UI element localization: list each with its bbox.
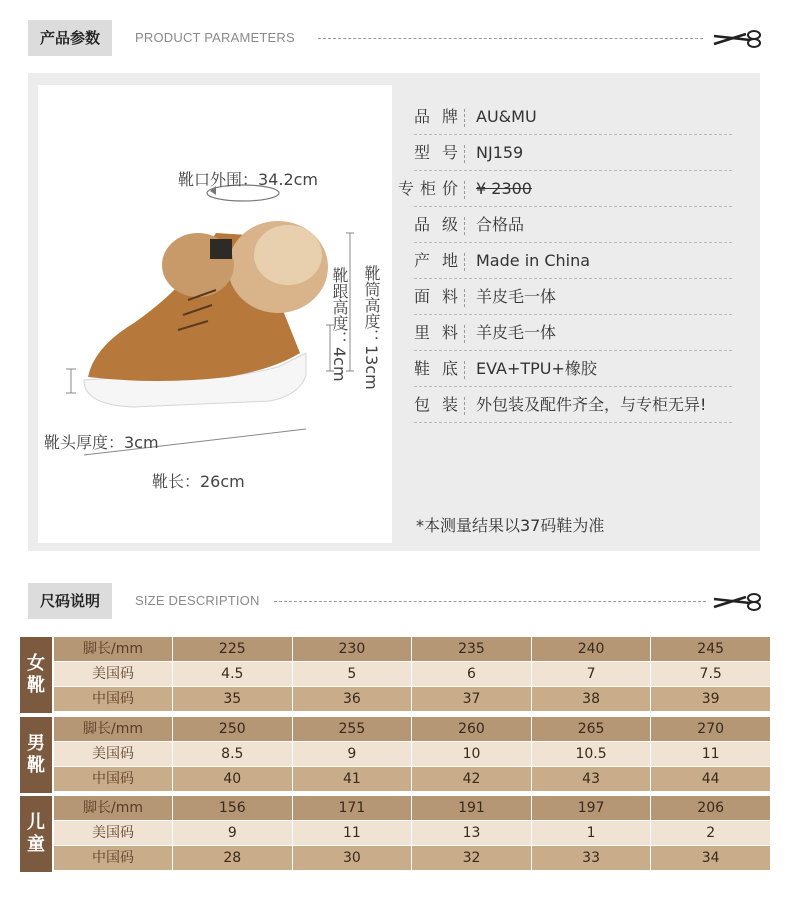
param-row-lining bbox=[414, 315, 732, 351]
param-value: Made in China bbox=[476, 251, 591, 270]
table-row: 美国码 8.5 9 10 10.5 11 bbox=[54, 742, 770, 767]
table-row: 脚长/mm 250 255 260 265 270 bbox=[54, 717, 770, 742]
param-value: EVA+TPU+橡胶 bbox=[476, 359, 597, 378]
table-row: 脚长/mm 225 230 235 240 245 bbox=[54, 637, 770, 662]
param-key: 包装 bbox=[414, 395, 458, 414]
param-value: AU&MU bbox=[476, 107, 537, 126]
collar-circumference-label: 靴口外围：34.2cm bbox=[178, 170, 319, 189]
param-value: 外包装及配件齐全，与专柜无异! bbox=[476, 395, 707, 414]
param-key: 专柜价 bbox=[398, 179, 458, 198]
param-key: 鞋底 bbox=[414, 359, 458, 378]
size-title-tab: 尺码说明 bbox=[28, 583, 112, 619]
param-key: 品牌 bbox=[414, 107, 458, 126]
param-value: 合格品 bbox=[476, 215, 525, 234]
param-value-strikethrough: ¥ 2300 bbox=[476, 179, 532, 198]
category-label: 女 靴 bbox=[20, 637, 52, 713]
category-label: 男 靴 bbox=[20, 717, 52, 793]
heel-height-label: 靴跟高度：4cm bbox=[330, 267, 349, 382]
params-list bbox=[398, 99, 732, 423]
scissors-icon bbox=[712, 26, 762, 50]
category-label: 儿 童 bbox=[20, 796, 52, 872]
shoe-length-label: 靴长：26cm bbox=[152, 472, 245, 491]
param-row-fabric bbox=[414, 279, 732, 315]
param-key: 里料 bbox=[414, 323, 458, 342]
param-value: NJ159 bbox=[476, 143, 524, 162]
table-row: 中国码 35 36 37 38 39 bbox=[54, 687, 770, 712]
table-row: 美国码 4.5 5 6 7 7.5 bbox=[54, 662, 770, 687]
param-row-model bbox=[414, 135, 732, 171]
param-row-brand bbox=[414, 99, 732, 135]
size-title-en: SIZE DESCRIPTION bbox=[135, 593, 260, 608]
measurement-note: *本测量结果以37码鞋为准 bbox=[416, 516, 605, 535]
divider-dashed bbox=[318, 38, 703, 39]
param-key: 面料 bbox=[414, 287, 458, 306]
scissors-icon bbox=[712, 589, 762, 613]
table-row: 脚长/mm 156 171 191 197 206 bbox=[54, 796, 770, 821]
table-row: 美国码 9 11 13 1 2 bbox=[54, 821, 770, 846]
param-key: 型号 bbox=[414, 143, 458, 162]
param-row-packaging bbox=[414, 387, 732, 423]
shoe-photo-area bbox=[38, 85, 392, 543]
tube-height-label: 靴筒高度：13cm bbox=[362, 265, 381, 390]
table-row: 中国码 28 30 32 33 34 bbox=[54, 846, 770, 871]
params-title-en: PRODUCT PARAMETERS bbox=[135, 30, 295, 45]
toe-thickness-label: 靴头厚度：3cm bbox=[44, 433, 159, 452]
param-row-grade bbox=[414, 207, 732, 243]
divider-dashed bbox=[274, 601, 706, 602]
param-value: 羊皮毛一体 bbox=[476, 287, 557, 306]
param-row-origin bbox=[414, 243, 732, 279]
size-section-header bbox=[28, 583, 768, 619]
params-panel bbox=[28, 73, 760, 551]
params-section-header bbox=[28, 20, 768, 56]
param-row-sole bbox=[414, 351, 732, 387]
param-key: 品级 bbox=[414, 215, 458, 234]
param-row-price bbox=[398, 171, 732, 207]
table-row: 中国码 40 41 42 43 44 bbox=[54, 767, 770, 792]
param-value: 羊皮毛一体 bbox=[476, 323, 557, 342]
params-title-tab: 产品参数 bbox=[28, 20, 112, 56]
param-key: 产地 bbox=[414, 251, 458, 270]
